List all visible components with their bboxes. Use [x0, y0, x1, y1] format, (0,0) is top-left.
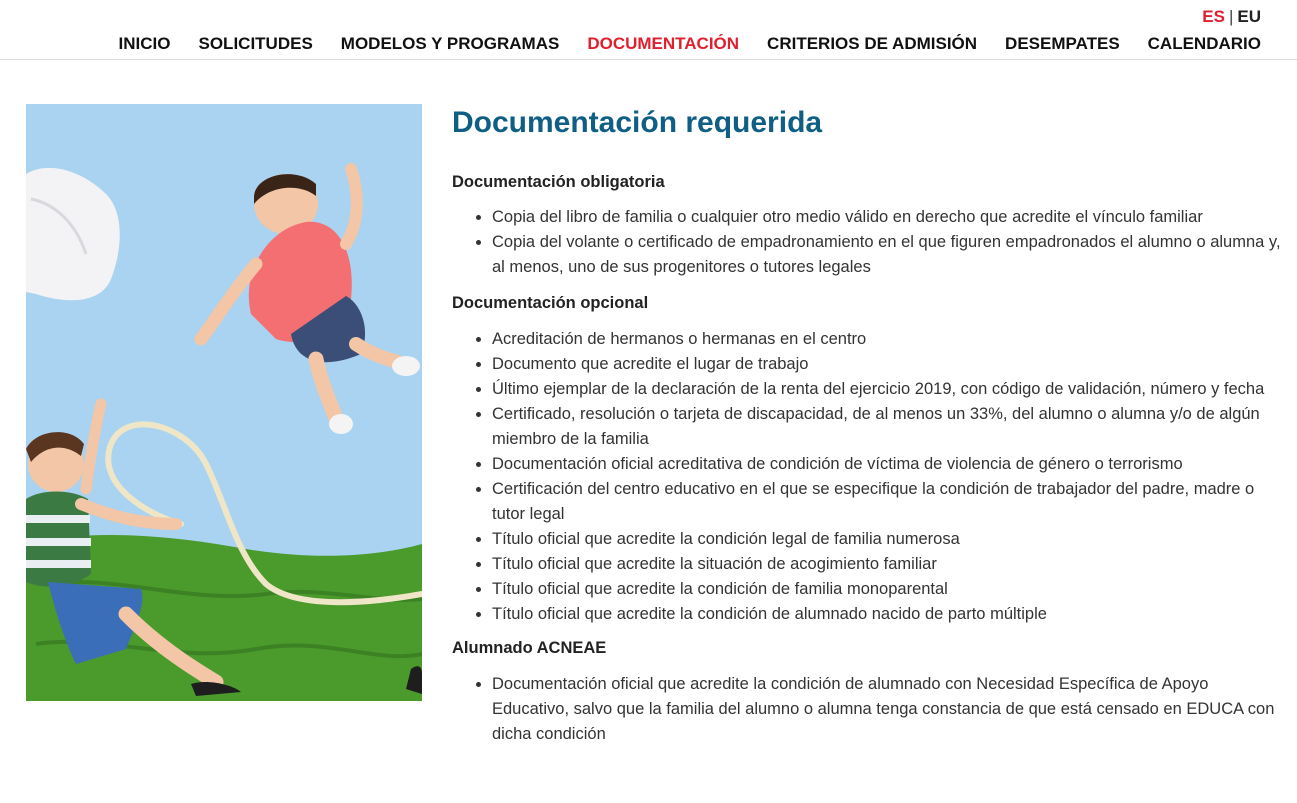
list-item: • Certificación del centro educativo en el que se especifique la condición de trabajador del padre, madre o tutor legal	[492, 477, 1282, 527]
list-item: • Título oficial que acredite la condición legal de familia numerosa	[492, 527, 1282, 552]
list-item: • Título oficial que acredite la condición de familia monoparental	[492, 577, 1282, 602]
list-item: • Documento que acredite el lugar de trabajo	[492, 352, 1282, 377]
list-item: • Certificado, resolución o tarjeta de discapacidad, de al menos un 33%, del alumno o alumna y/o de algún miembro de la familia	[492, 402, 1282, 452]
photo-illustration	[26, 104, 422, 701]
lang-eu-link[interactable]: EU	[1237, 7, 1261, 26]
section-heading-obligatoria: Documentación obligatoria	[452, 173, 665, 191]
nav-item-calendario[interactable]: CALENDARIO	[1147, 34, 1261, 53]
list-item: • Documentación oficial acreditativa de condición de víctima de violencia de género o terrorismo	[492, 452, 1282, 477]
list-obligatoria	[452, 205, 1282, 280]
list-item: • Acreditación de hermanos o hermanas en el centro	[492, 327, 1282, 352]
nav-item-solicitudes[interactable]: SOLICITUDES	[198, 34, 313, 53]
main-content	[452, 104, 1282, 747]
nav-item-inicio[interactable]: INICIO	[118, 34, 171, 53]
lang-es-link[interactable]: ES	[1202, 7, 1225, 26]
language-switcher	[1202, 7, 1261, 27]
list-acneae	[452, 672, 1282, 747]
list-item: • Título oficial que acredite la situación de acogimiento familiar	[492, 552, 1282, 577]
list-item: • Último ejemplar de la declaración de la renta del ejercicio 2019, con código de validación, número y fecha	[492, 377, 1282, 402]
list-opcional	[452, 327, 1282, 627]
nav-item-modelos-y-programas[interactable]: MODELOS Y PROGRAMAS	[340, 34, 560, 53]
children-playing-photo	[26, 104, 422, 701]
nav-item-criterios-de-admision[interactable]: CRITERIOS DE ADMISIÓN	[767, 34, 978, 53]
section-heading-acneae: Alumnado ACNEAE	[452, 639, 607, 657]
page-title: Documentación requerida	[452, 106, 823, 139]
lang-separator: |	[1228, 7, 1234, 26]
nav-item-documentacion[interactable]: DOCUMENTACIÓN	[587, 34, 740, 53]
site-header	[0, 0, 1297, 60]
list-item: • Copia del volante o certificado de empadronamiento en el que figuren empadronados el alumno o alumna y, al menos, uno de sus progenitores o tutores legales	[492, 230, 1282, 280]
list-item: • Documentación oficial que acredite la condición de alumnado con Necesidad Específica de Apoyo Educativo, salvo que la familia del alumno o alumna tenga constancia de que está censado en EDUCA con dicha condición	[492, 672, 1282, 747]
section-heading-opcional: Documentación opcional	[452, 294, 649, 312]
main-nav	[105, 33, 1275, 55]
nav-item-desempates[interactable]: DESEMPATES	[1005, 34, 1120, 53]
list-item: • Título oficial que acredite la condición de alumnado nacido de parto múltiple	[492, 602, 1282, 627]
list-item: • Copia del libro de familia o cualquier otro medio válido en derecho que acredite el vínculo familiar	[492, 205, 1282, 230]
